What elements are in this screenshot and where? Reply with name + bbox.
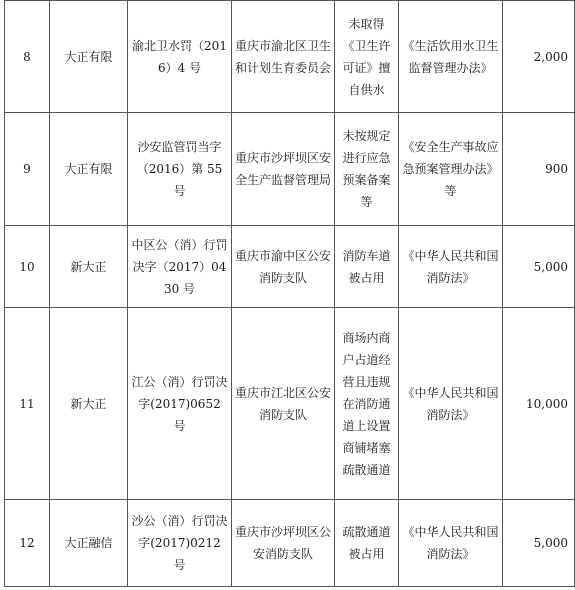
- legal-basis: 《中华人民共和国消防法》: [399, 308, 503, 500]
- issuing-authority: 重庆市渝北区卫生和计划生育委员会: [232, 1, 335, 113]
- penalty-amount: 900: [503, 113, 575, 226]
- penalized-party: 大正融信: [50, 500, 128, 587]
- penalty-amount: 5,000: [503, 226, 575, 308]
- table-row: [5, 500, 575, 587]
- legal-basis: 《安全生产事故应急预案管理办法》等: [399, 113, 503, 226]
- decision-document-number: 中区公（消）行罚决字（2017）0430 号: [128, 226, 232, 308]
- row-number: 10: [5, 226, 50, 308]
- row-number: 11: [5, 308, 50, 500]
- penalty-amount: 2,000: [503, 1, 575, 113]
- issuing-authority: 重庆市渝中区公安消防支队: [232, 226, 335, 308]
- decision-document-number: 沙公（消）行罚决字(2017)0212 号: [128, 500, 232, 587]
- violation-reason: 疏散通道被占用: [335, 500, 399, 587]
- violation-reason: 未取得《卫生许可证》擅自供水: [335, 1, 399, 113]
- row-number: 9: [5, 113, 50, 226]
- violation-reason: 消防车道被占用: [335, 226, 399, 308]
- issuing-authority: 重庆市江北区公安消防支队: [232, 308, 335, 500]
- decision-document-number: 江公（消）行罚决字(2017)0652 号: [128, 308, 232, 500]
- violation-reason: 未按规定进行应急预案备案等: [335, 113, 399, 226]
- penalty-amount: 5,000: [503, 500, 575, 587]
- legal-basis: 《中华人民共和国消防法》: [399, 226, 503, 308]
- row-number: 12: [5, 500, 50, 587]
- decision-document-number: 沙安监管罚当字（2016）第 55 号: [128, 113, 232, 226]
- table-row: [5, 113, 575, 226]
- penalized-party: 大正有限: [50, 1, 128, 113]
- penalized-party: 新大正: [50, 226, 128, 308]
- penalized-party: 大正有限: [50, 113, 128, 226]
- legal-basis: 《生活饮用水卫生监督管理办法》: [399, 1, 503, 113]
- table-row: [5, 308, 575, 500]
- penalty-table: [4, 0, 575, 587]
- penalized-party: 新大正: [50, 308, 128, 500]
- row-number: 8: [5, 1, 50, 113]
- table-row: [5, 226, 575, 308]
- violation-reason: 商场内商户占道经营且违规在消防通道上设置商铺堵塞疏散通道: [335, 308, 399, 500]
- decision-document-number: 渝北卫水罚（2016）4 号: [128, 1, 232, 113]
- penalty-amount: 10,000: [503, 308, 575, 500]
- legal-basis: 《中华人民共和国消防法》: [399, 500, 503, 587]
- issuing-authority: 重庆市沙坪坝区安全生产监督管理局: [232, 113, 335, 226]
- table-row: [5, 1, 575, 113]
- issuing-authority: 重庆市沙坪坝区公安消防支队: [232, 500, 335, 587]
